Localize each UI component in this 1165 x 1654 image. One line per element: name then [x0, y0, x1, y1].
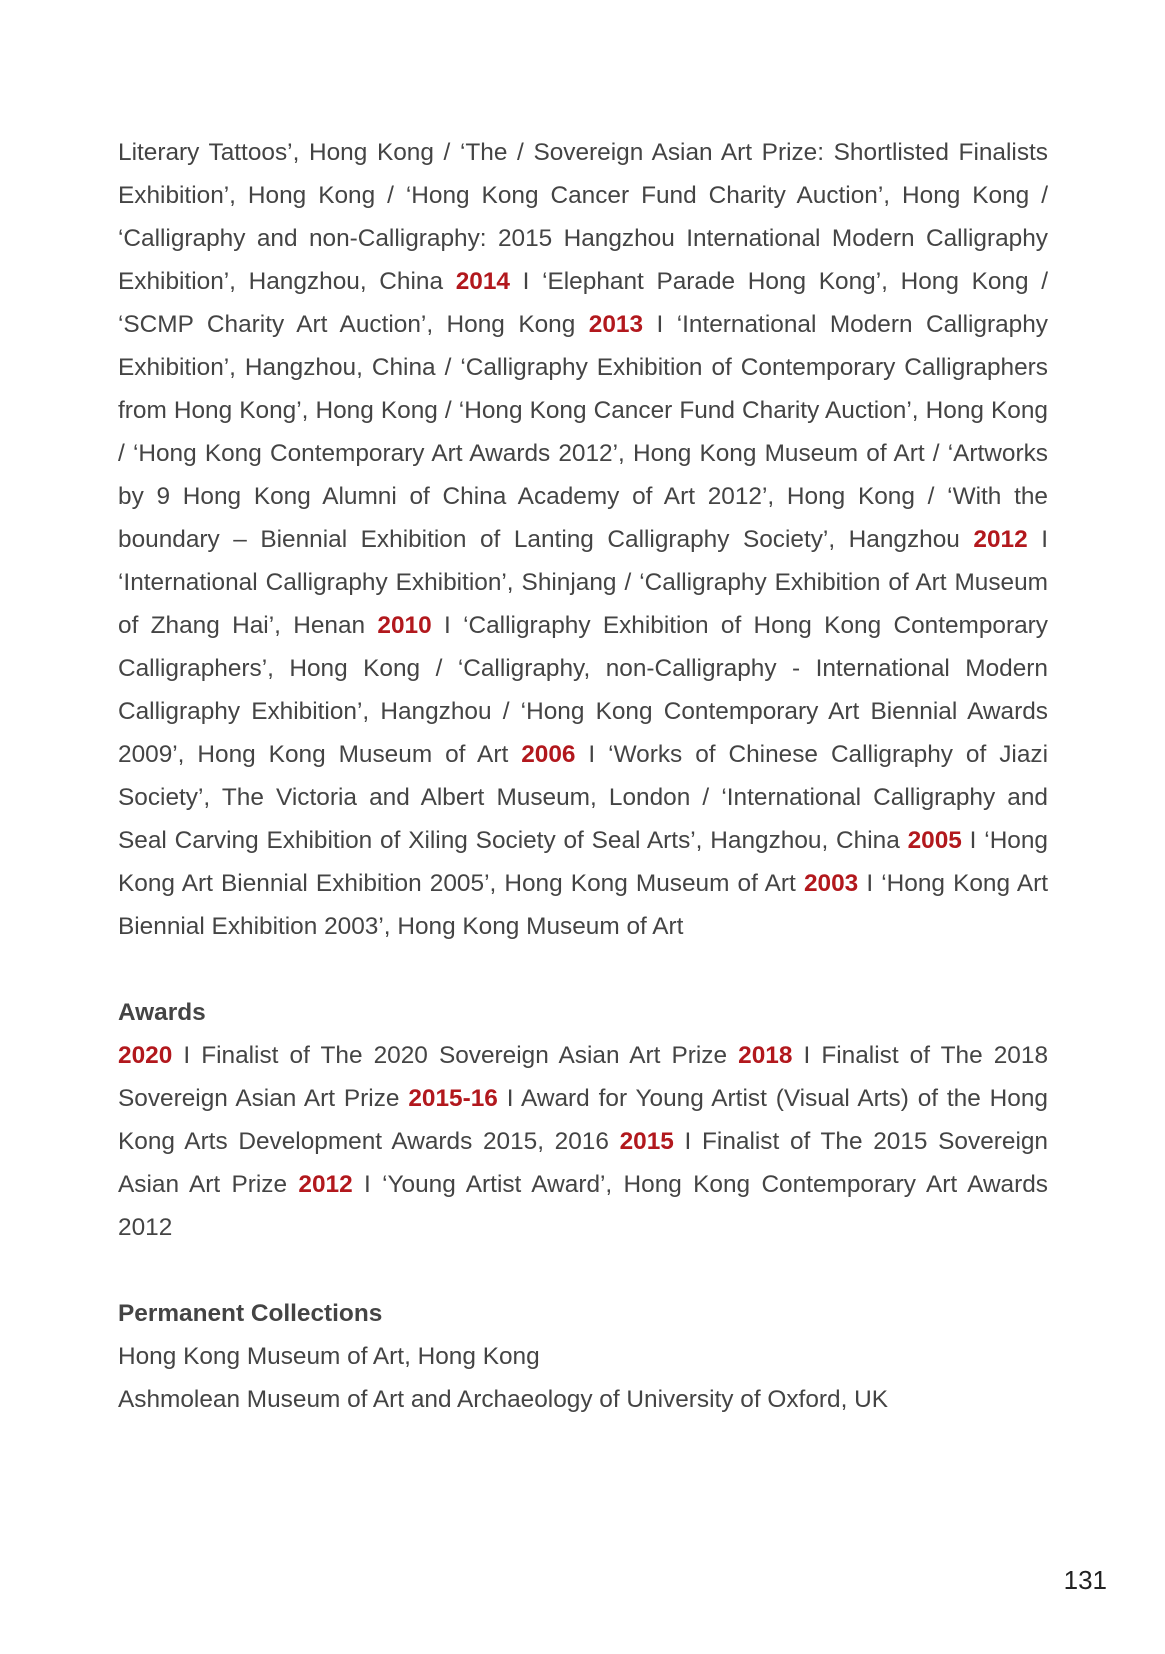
- entry-text: I Finalist of The 2020 Sovereign Asian Art Prize: [172, 1042, 739, 1069]
- exhibitions-paragraph: [118, 131, 1048, 948]
- year-label: 2020: [118, 1042, 173, 1069]
- year-label: 2015-16: [408, 1085, 498, 1112]
- entry-text: I ‘International Calligraphy Exhibition’, Shinjang / ‘Calligraphy Exhibition of Art Museum of Zhang Hai’, Henan: [118, 526, 1048, 639]
- year-label: 2003: [803, 870, 859, 897]
- entry-text: I Award for Young Artist (Visual Arts) of the Hong Kong Arts Development Awards 2015, 2016: [118, 1085, 1048, 1155]
- year-label: 2018: [738, 1042, 793, 1069]
- entry-text: I Finalist of The 2015 Sovereign Asian Art Prize: [118, 1128, 1048, 1198]
- year-label: 2005: [907, 827, 962, 854]
- year-label: 2014: [455, 268, 510, 295]
- entry-text: I Finalist of The 2018 Sovereign Asian Art Prize: [118, 1042, 1049, 1112]
- year-label: 2015: [619, 1128, 674, 1155]
- year-label: 2012: [973, 526, 1028, 553]
- section-spacer: [118, 1249, 1048, 1292]
- entry-text: I ‘Works of Chinese Calligraphy of Jiazi Society’, The Victoria and Albert Museum, London / ‘International Calligraphy and Seal Carving Exhibition of Xiling Society of Seal Arts’, Hangzhou, China: [118, 741, 1049, 854]
- entry-text: I ‘International Modern Calligraphy Exhibition’, Hangzhou, China / ‘Calligraphy Exhibition of Contemporary Calligraphers from Hong Kong’, Hong Kong / ‘Hong Kong Cancer Fund Charity Auction’, Hong Kong / ‘Hong Kong Contemporary Art Awards 2012’, Hong Kong Museum of Art / ‘Artworks by 9 Hong Kong Alumni of China Academy of Art 2012’, Hong Kong / ‘With the boundary – Biennial Exhibition of Lanting Calligraphy Society’, Hangzhou: [118, 311, 1048, 553]
- entry-text: Literary Tattoos’, Hong Kong / ‘The / Sovereign Asian Art Prize: Shortlisted Finalists Exhibition’, Hong Kong / ‘Hong Kong Cancer Fund Charity Auction’, Hong Kong / ‘Calligraphy and non-Calligraphy: 2015 Hangzhou International Modern Calligraphy Exhibition’, Hangzhou, China: [118, 139, 1048, 295]
- section-spacer: [118, 948, 1048, 991]
- awards-heading: Awards: [118, 999, 206, 1026]
- collection-item: Hong Kong Museum of Art, Hong Kong: [118, 1343, 540, 1370]
- page-content: [118, 131, 1048, 1421]
- year-label: 2013: [588, 311, 644, 338]
- entry-text: I ‘Elephant Parade Hong Kong’, Hong Kong / ‘SCMP Charity Art Auction’, Hong Kong: [118, 268, 1048, 338]
- year-label: 2012: [298, 1171, 353, 1198]
- entry-text: I ‘Hong Kong Art Biennial Exhibition 2003’, Hong Kong Museum of Art: [118, 870, 1048, 940]
- entry-text: I ‘Young Artist Award’, Hong Kong Contemporary Art Awards 2012: [118, 1171, 1049, 1241]
- page-number: 131: [1063, 1565, 1107, 1595]
- collections-heading: Permanent Collections: [118, 1300, 383, 1327]
- entry-text: I ‘Hong Kong Art Biennial Exhibition 2005’, Hong Kong Museum of Art: [118, 827, 1049, 897]
- entry-text: I ‘Calligraphy Exhibition of Hong Kong Contemporary Calligraphers’, Hong Kong / ‘Calligraphy, non-Calligraphy - International Modern Calligraphy Exhibition’, Hangzhou / ‘Hong Kong Contemporary Art Biennial Awards 2009’, Hong Kong Museum of Art: [118, 612, 1048, 768]
- year-label: 2010: [377, 612, 432, 639]
- year-label: 2006: [521, 741, 576, 768]
- awards-paragraph: [118, 1034, 1048, 1249]
- collection-item: Ashmolean Museum of Art and Archaeology of University of Oxford, UK: [118, 1386, 889, 1413]
